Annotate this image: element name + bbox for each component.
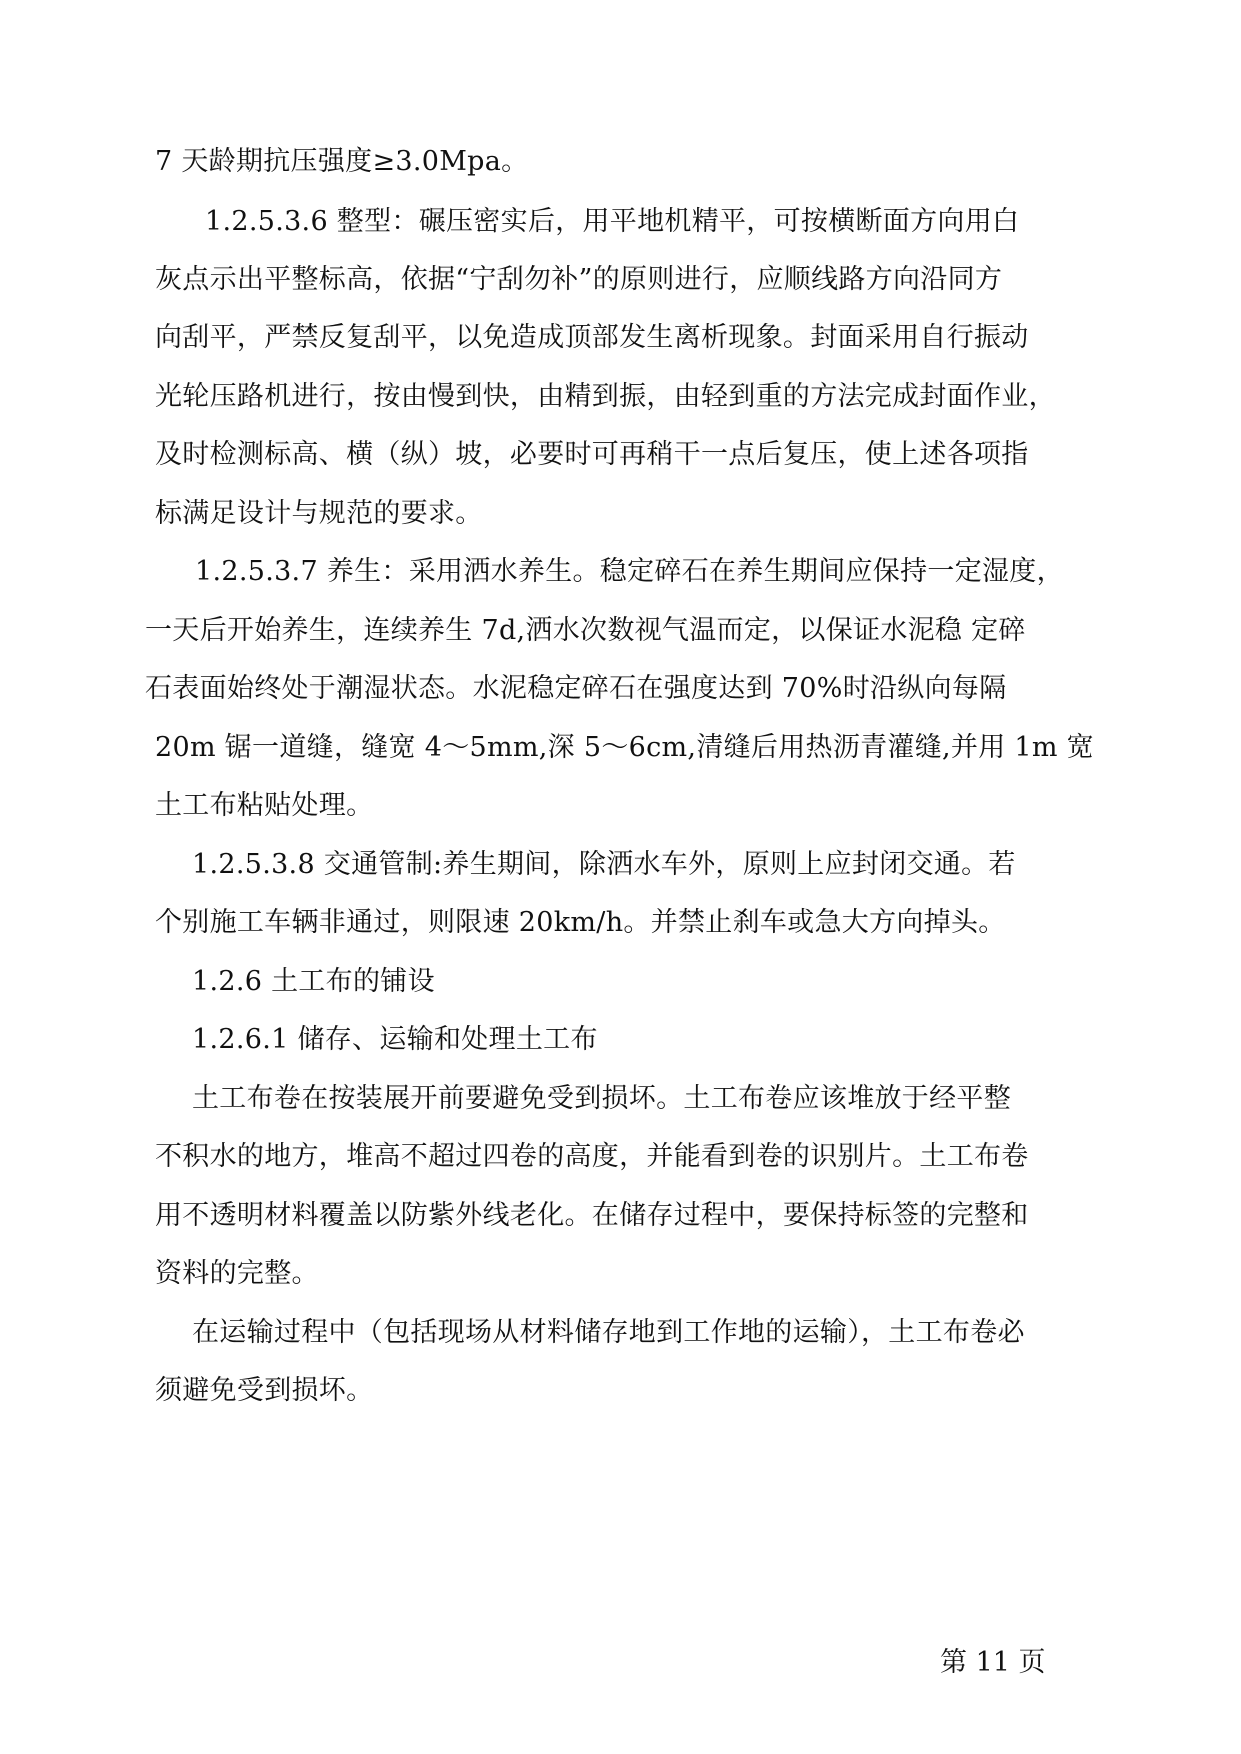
- text-line-16: 1.2.6.1 储存、运输和处理土工布: [192, 1024, 598, 1055]
- page-number: 第 11 页: [940, 1647, 1046, 1678]
- text-line-19: 用不透明材料覆盖以防紫外线老化。在储存过程中，要保持标签的完整和: [155, 1200, 1029, 1231]
- text-line-15: 1.2.6 土工布的铺设: [192, 966, 435, 997]
- text-line-9: 一天后开始养生，连续养生 7d,洒水次数视气温而定，以保证水泥稳 定碎: [145, 615, 1026, 646]
- text-line-11: 20m 锯一道缝，缝宽 4～5mm,深 5～6cm,清缝后用热沥青灌缝,并用 1m 宽: [155, 732, 1094, 763]
- text-line-10: 石表面始终处于潮湿状态。水泥稳定碎石在强度达到 70%时沿纵向每隔: [145, 673, 1007, 704]
- text-line-2: 1.2.5.3.6 整型：碾压密实后，用平地机精平，可按横断面方向用白: [205, 206, 1020, 237]
- text-line-20: 资料的完整。: [155, 1258, 319, 1289]
- text-line-14: 个别施工车辆非通过，则限速 20km/h。并禁止刹车或急大方向掉头。: [155, 907, 1006, 938]
- text-line-4: 向刮平，严禁反复刮平，以免造成顶部发生离析现象。封面采用自行振动: [155, 322, 1029, 353]
- text-line-18: 不积水的地方，堆高不超过四卷的高度，并能看到卷的识别片。土工布卷: [155, 1141, 1029, 1172]
- text-line-1: 7 天龄期抗压强度≥3.0Mpa。: [155, 146, 529, 177]
- text-line-7: 标满足设计与规范的要求。: [155, 498, 483, 529]
- text-line-21: 在运输过程中（包括现场从材料储存地到工作地的运输），土工布卷必: [192, 1317, 1025, 1348]
- text-line-5: 光轮压路机进行，按由慢到快，由精到振，由轻到重的方法完成封面作业，: [155, 381, 1056, 412]
- text-line-17: 土工布卷在按装展开前要避免受到损坏。土工布卷应该堆放于经平整: [192, 1083, 1011, 1114]
- text-line-12: 土工布粘贴处理。: [155, 790, 374, 821]
- text-line-22: 须避免受到损坏。: [155, 1375, 374, 1406]
- text-line-8: 1.2.5.3.7 养生：采用洒水养生。稳定碎石在养生期间应保持一定湿度，: [195, 556, 1064, 587]
- text-line-3: 灰点示出平整标高，依据“宁刮勿补”的原则进行，应顺线路方向沿同方: [155, 264, 1003, 295]
- text-line-6: 及时检测标高、横（纵）坡，必要时可再稍干一点后复压，使上述各项指: [155, 439, 1029, 470]
- text-line-13: 1.2.5.3.8 交通管制:养生期间，除洒水车外，原则上应封闭交通。若: [192, 849, 1016, 880]
